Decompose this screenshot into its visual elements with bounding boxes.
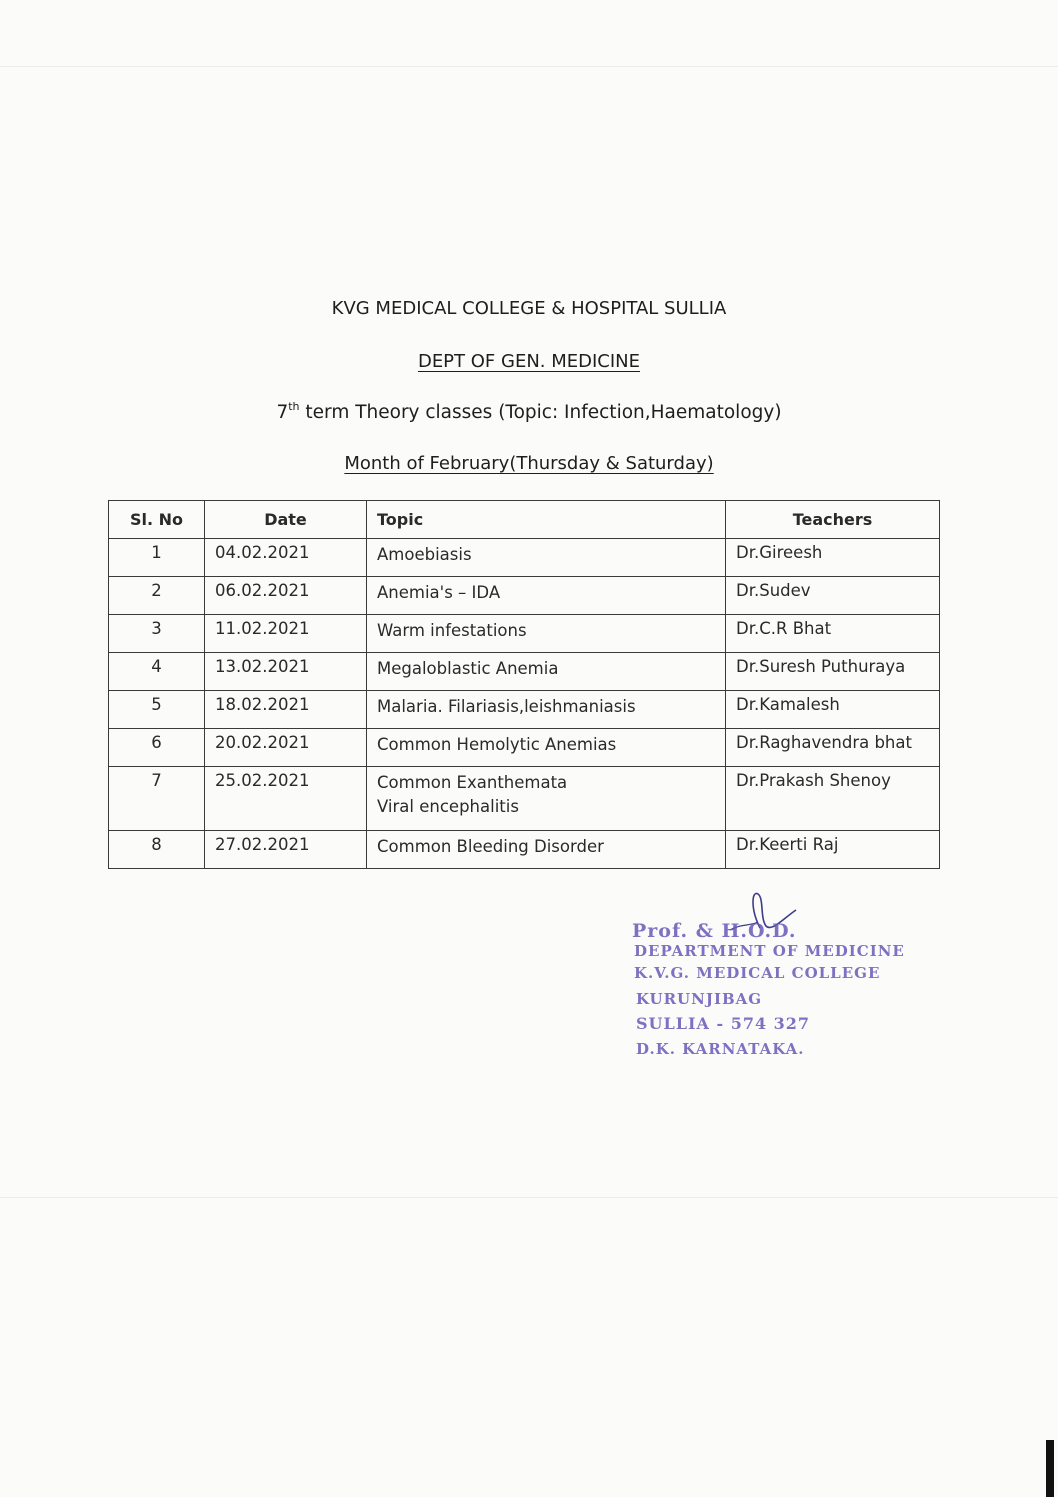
cell-topic: [367, 729, 726, 767]
cell-sl-no: 3: [109, 615, 205, 653]
topic-line: Megaloblastic Anemia: [377, 659, 559, 678]
month-title: Month of February(Thursday & Saturday): [344, 453, 714, 474]
table-row: [109, 539, 940, 577]
department-stamp: [620, 890, 960, 1080]
table-row: [109, 831, 940, 869]
cell-teacher: Dr.Raghavendra bhat: [726, 729, 940, 767]
column-header-topic: Topic: [367, 501, 726, 539]
cell-date: 06.02.2021: [205, 577, 367, 615]
term-description: term Theory classes (Topic: Infection,Haematology): [299, 402, 782, 423]
department-title: DEPT OF GEN. MEDICINE: [417, 351, 641, 372]
topic-line: Warm infestations: [377, 621, 527, 640]
cell-date: 25.02.2021: [205, 767, 367, 831]
cell-date: 20.02.2021: [205, 729, 367, 767]
topic-line: Common Hemolytic Anemias: [377, 735, 617, 754]
stamp-line-department: DEPARTMENT OF MEDICINE: [634, 942, 905, 960]
cell-date: 18.02.2021: [205, 691, 367, 729]
topic-line: Common Exanthemata: [377, 773, 568, 792]
term-number: 7: [276, 402, 289, 423]
cell-topic: [367, 691, 726, 729]
topic-line: Anemia's – IDA: [377, 583, 501, 602]
table-row: [109, 729, 940, 767]
cell-sl-no: 4: [109, 653, 205, 691]
scan-artifact-line: [0, 1197, 1058, 1198]
stamp-line-place: KURUNJIBAG: [636, 990, 763, 1008]
topic-line: Viral encephalitis: [377, 797, 519, 816]
column-header-teachers: Teachers: [726, 501, 940, 539]
cell-sl-no: 2: [109, 577, 205, 615]
table-row: [109, 691, 940, 729]
topic-line: Amoebiasis: [377, 545, 472, 564]
cell-teacher: Dr.Prakash Shenoy: [726, 767, 940, 831]
cell-date: 11.02.2021: [205, 615, 367, 653]
cell-topic: [367, 577, 726, 615]
scan-artifact-line: [0, 66, 1058, 67]
cell-date: 04.02.2021: [205, 539, 367, 577]
college-title: KVG MEDICAL COLLEGE & HOSPITAL SULLIA: [331, 298, 727, 319]
stamp-line-college: K.V.G. MEDICAL COLLEGE: [634, 964, 881, 982]
stamp-line-town: SULLIA - 574 327: [636, 1014, 811, 1033]
cell-teacher: Dr.Sudev: [726, 577, 940, 615]
table-row: [109, 767, 940, 831]
topic-line: Common Bleeding Disorder: [377, 837, 604, 856]
table-row: [109, 653, 940, 691]
cell-sl-no: 1: [109, 539, 205, 577]
topic-line: Malaria. Filariasis,leishmaniasis: [377, 697, 636, 716]
term-ordinal: th: [288, 400, 300, 413]
column-header-date: Date: [205, 501, 367, 539]
cell-topic: [367, 539, 726, 577]
cell-topic: [367, 767, 726, 831]
cell-sl-no: 5: [109, 691, 205, 729]
cell-teacher: Dr.Keerti Raj: [726, 831, 940, 869]
cell-teacher: Dr.C.R Bhat: [726, 615, 940, 653]
table-header-row: [109, 501, 940, 539]
cell-date: 27.02.2021: [205, 831, 367, 869]
cell-sl-no: 6: [109, 729, 205, 767]
cell-sl-no: 8: [109, 831, 205, 869]
table-row: [109, 577, 940, 615]
cell-teacher: Dr.Kamalesh: [726, 691, 940, 729]
stamp-line-state: D.K. KARNATAKA.: [636, 1040, 805, 1058]
schedule-table: [108, 500, 940, 869]
cell-topic: [367, 831, 726, 869]
cell-teacher: Dr.Gireesh: [726, 539, 940, 577]
stamp-line-title: Prof. & H.O.D.: [632, 920, 797, 942]
term-title: [0, 402, 1058, 423]
column-header-sl-no: Sl. No: [109, 501, 205, 539]
cell-teacher: Dr.Suresh Puthuraya: [726, 653, 940, 691]
cell-topic: [367, 615, 726, 653]
table-row: [109, 615, 940, 653]
cell-topic: [367, 653, 726, 691]
cell-date: 13.02.2021: [205, 653, 367, 691]
scan-edge-mark: [1046, 1440, 1054, 1497]
cell-sl-no: 7: [109, 767, 205, 831]
